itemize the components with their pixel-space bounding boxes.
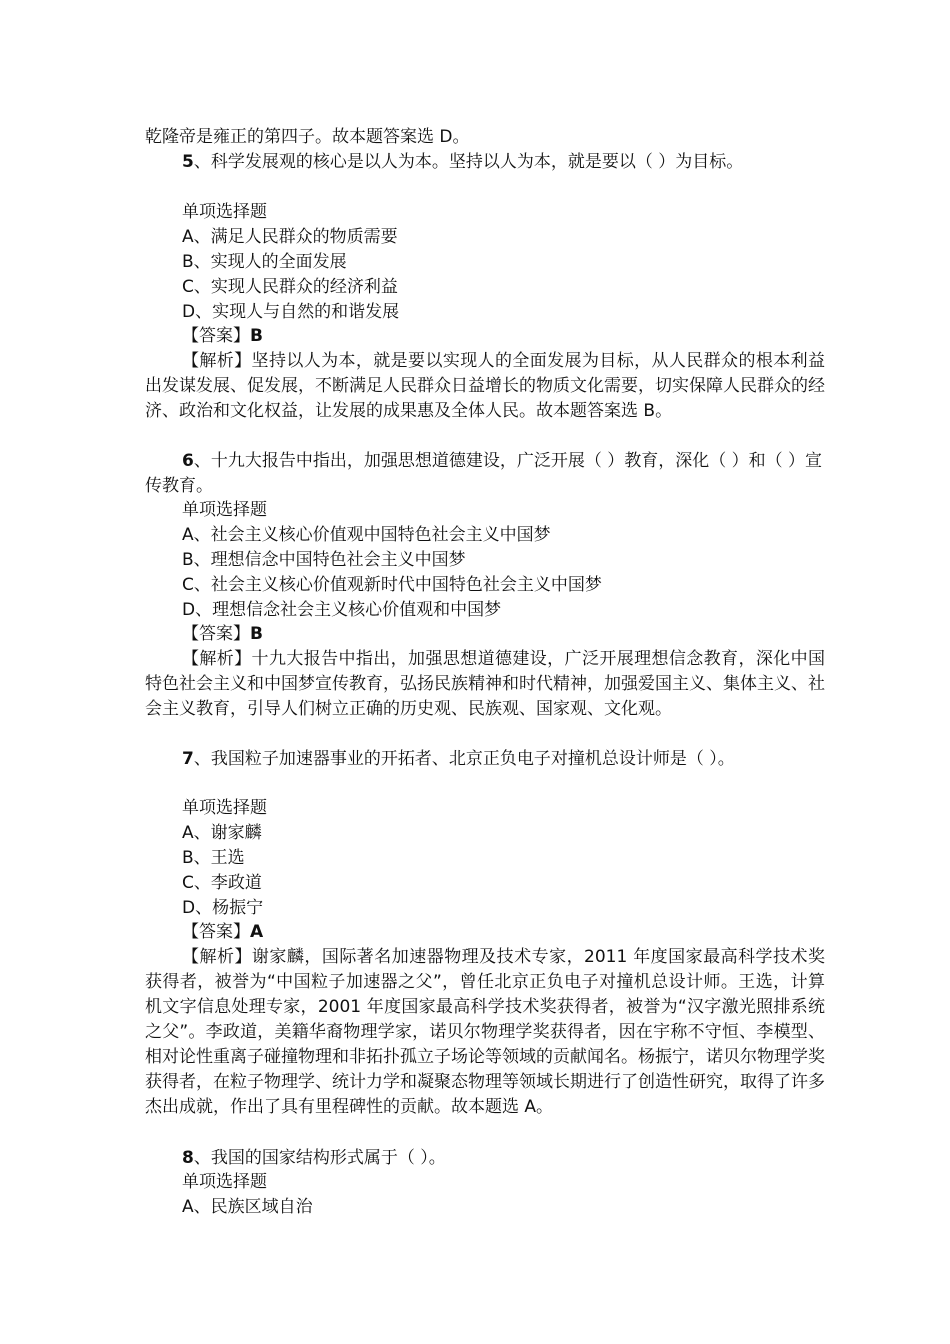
question-type: 单项选择题 [182, 798, 267, 818]
question-number: 5 [182, 152, 194, 172]
question-stem: 、十九大报告中指出，加强思想道德建设，广泛开展（ ）教育，深化（ ）和（ ）宣传教育。 [145, 451, 823, 496]
question-number: 8 [182, 1148, 194, 1168]
option-d: D、杨振宁 [182, 898, 264, 918]
question-stem: 、我国的国家结构形式属于（ ）。 [193, 1148, 446, 1168]
answer-line [182, 324, 263, 348]
question-5-title [182, 150, 743, 174]
option-b: B、实现人的全面发展 [182, 252, 347, 272]
question-6-title [145, 449, 825, 499]
analysis-paragraph: 【解析】十九大报告中指出，加强思想道德建设，广泛开展理想信念教育，深化中国特色社会主义和中国梦宣传教育，弘扬民族精神和时代精神，加强爱国主义、集体主义、社会主义教育，引导人们树立正确的历史观、民族观、国家观、文化观。 [145, 649, 825, 719]
option-b: B、理想信念中国特色社会主义中国梦 [182, 550, 466, 570]
option-a: A、满足人民群众的物质需要 [182, 227, 398, 247]
question-number: 6 [182, 451, 194, 471]
option-a: A、民族区域自治 [182, 1197, 313, 1217]
intro-line: 乾隆帝是雍正的第四子。故本题答案选 D。 [145, 127, 470, 147]
question-type: 单项选择题 [182, 1172, 267, 1192]
analysis-paragraph: 【解析】坚持以人为本，就是要以实现人的全面发展为目标，从人民群众的根本利益出发谋发展、促发展，不断满足人民群众日益增长的物质文化需要，切实保障人民群众的经济、政治和文化权益，让发展的成果惠及全体人民。故本题答案选 B。 [145, 351, 825, 421]
option-c: C、李政道 [182, 873, 262, 893]
answer-label: 【答案】 [182, 922, 250, 942]
option-c: C、社会主义核心价值观新时代中国特色社会主义中国梦 [182, 575, 602, 595]
answer-line [182, 920, 263, 944]
answer-label: 【答案】 [182, 326, 250, 346]
option-c: C、实现人民群众的经济利益 [182, 277, 398, 297]
analysis-paragraph: 【解析】谢家麟，国际著名加速器物理及技术专家，2011 年度国家最高科学技术奖获得者，被誉为“中国粒子加速器之父”，曾任北京正负电子对撞机总设计师。王选，计算机文字信息处理专家，2001 年度国家最高科学技术奖获得者，被誉为“汉字激光照排系统之父”。李政道，美籍华裔物理学家，诺贝尔物理学奖获得者，因在宇称不守恒、李模型、相对论性重离子碰撞物理和非拓扑孤立子场论等领域的贡献闻名。杨振宁，诺贝尔物理学奖获得者，在粒子物理学、统计力学和凝聚态物理等领域长期进行了创造性研究，取得了许多杰出成就，作出了具有里程碑性的贡献。故本题选 A。 [145, 947, 825, 1117]
question-7-title [182, 747, 735, 771]
question-stem: 、我国粒子加速器事业的开拓者、北京正负电子对撞机总设计师是（ ）。 [193, 749, 735, 769]
question-number: 7 [182, 749, 194, 769]
question-type: 单项选择题 [182, 500, 267, 520]
answer-label: 【答案】 [182, 624, 250, 644]
question-type: 单项选择题 [182, 202, 267, 222]
option-d: D、理想信念社会主义核心价值观和中国梦 [182, 600, 502, 620]
option-b: B、王选 [182, 848, 245, 868]
question-8-title [182, 1146, 446, 1170]
option-d: D、实现人与自然的和谐发展 [182, 302, 400, 322]
answer-value: B [250, 326, 263, 346]
option-a: A、社会主义核心价值观中国特色社会主义中国梦 [182, 525, 551, 545]
answer-value: B [250, 624, 263, 644]
answer-value: A [250, 922, 264, 942]
question-stem: 、科学发展观的核心是以人为本。坚持以人为本，就是要以（ ）为目标。 [193, 152, 744, 172]
answer-line [182, 622, 263, 646]
option-a: A、谢家麟 [182, 823, 262, 843]
